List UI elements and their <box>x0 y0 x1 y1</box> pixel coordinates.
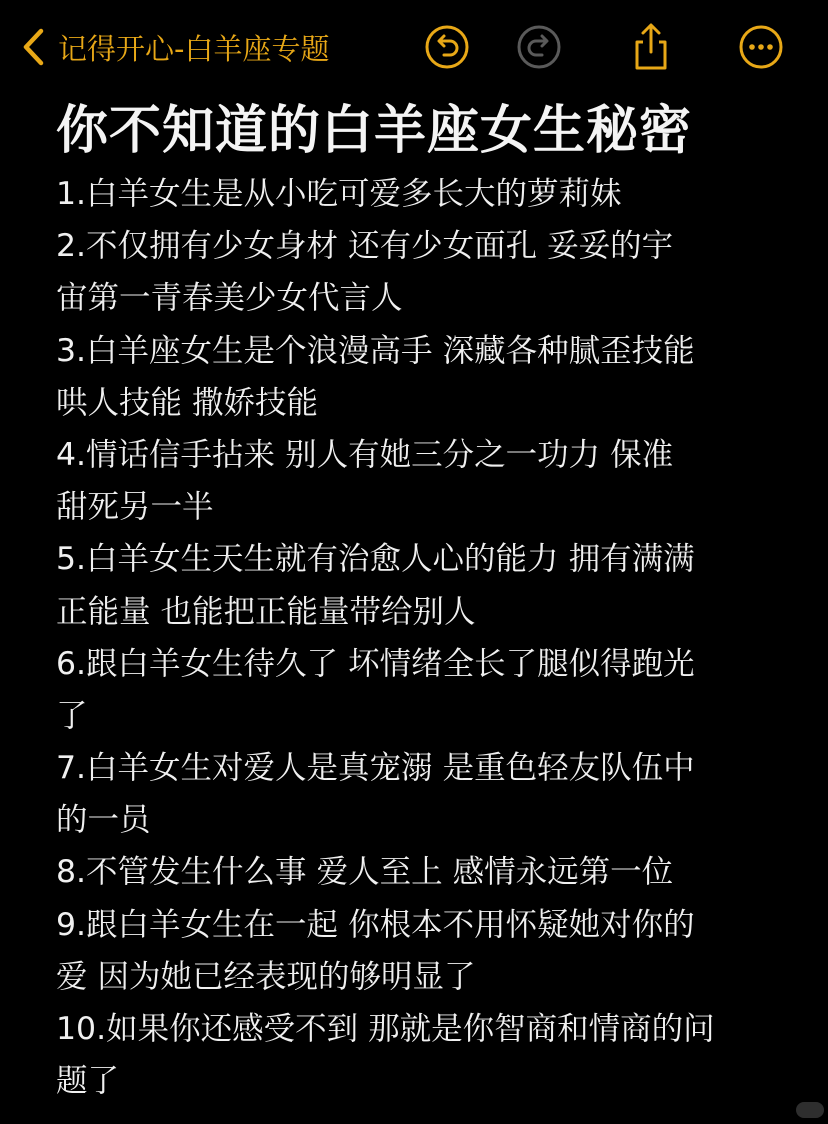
back-label: 记得开心-白羊座专题 <box>58 31 330 66</box>
note-line: 了 <box>56 697 88 734</box>
note-line: 1.白羊女生是从小吃可爱多长大的萝莉妹 <box>56 176 622 212</box>
back-button[interactable] <box>22 24 329 70</box>
note-line: 9.跟白羊女生在一起 你根本不用怀疑她对你的 <box>56 906 695 943</box>
watermark <box>796 1102 824 1118</box>
note-line: 的一员 <box>56 802 151 839</box>
note-line: 10.如果你还感受不到 那就是你智商和情商的问 <box>56 1011 715 1047</box>
note-title: 你不知道的白羊座女生秘密 <box>56 101 693 161</box>
note-line: 8.不管发生什么事 爱人至上 感情永远第一位 <box>56 854 674 891</box>
redo-icon <box>516 24 562 70</box>
note-line: 7.白羊女生对爱人是真宠溺 是重色轻友队伍中 <box>56 750 695 787</box>
undo-button[interactable] <box>424 24 470 70</box>
note-line: 甜死另一半 <box>56 489 214 526</box>
more-button[interactable] <box>738 24 784 70</box>
note-line: 3.白羊座女生是个浪漫高手 深藏各种腻歪技能 <box>56 332 695 369</box>
note-line: 题了 <box>56 1063 120 1100</box>
chevron-left-icon <box>22 27 44 67</box>
note-line: 哄人技能 撒娇技能 <box>56 384 319 421</box>
note-line: 正能量 也能把正能量带给别人 <box>56 593 476 630</box>
note-line: 4.情话信手拈来 别人有她三分之一功力 保准 <box>56 436 674 473</box>
note-line: 5.白羊女生天生就有治愈人心的能力 拥有满满 <box>56 541 695 578</box>
nav-bar <box>0 0 828 92</box>
note-line: 爱 因为她已经表现的够明显了 <box>56 958 476 995</box>
note-line: 2.不仅拥有少女身材 还有少女面孔 妥妥的宇 <box>56 228 674 265</box>
share-button[interactable] <box>628 24 674 70</box>
redo-button[interactable] <box>516 24 562 70</box>
undo-icon <box>424 24 470 70</box>
share-icon <box>628 22 674 72</box>
note-line: 宙第一青春美少女代言人 <box>56 280 403 317</box>
note-line: 6.跟白羊女生待久了 坏情绪全长了腿似得跑光 <box>56 645 695 682</box>
more-icon <box>738 24 784 70</box>
note-body[interactable] <box>56 168 786 1107</box>
